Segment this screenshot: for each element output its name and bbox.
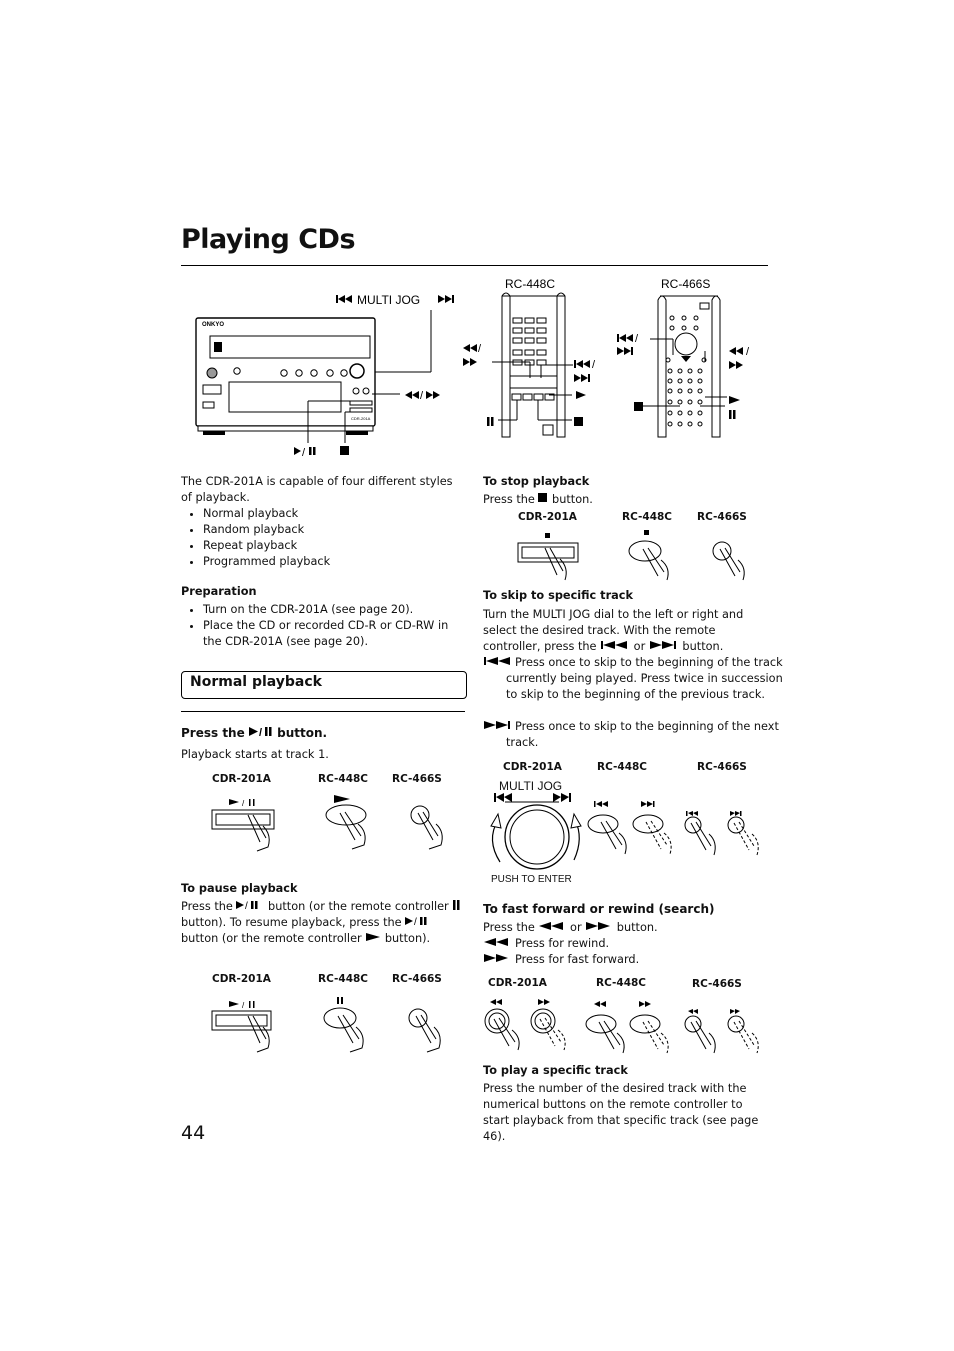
pause-text-part: button (or the remote controller xyxy=(181,932,366,945)
label-rc466s: RC-466S xyxy=(392,773,442,785)
list-item: • Normal playback xyxy=(203,506,466,522)
search-rew-text: Press for rewind. xyxy=(515,937,610,950)
label-rc448c: RC-448C xyxy=(597,761,648,773)
label-rc448c: RC-448C xyxy=(318,773,369,785)
fast-forward-icon xyxy=(585,921,613,931)
specific-text: Press the number of the desired track with the numerical buttons on the remote controller to start playback from that specific track (see page 46). xyxy=(483,1082,759,1143)
unit-brand: ONKYO xyxy=(202,322,225,328)
fig-448-stop-glyph xyxy=(574,417,583,426)
svg-text:/: / xyxy=(258,727,262,737)
skip-illustration xyxy=(480,790,770,872)
list-item: • Repeat playback xyxy=(203,538,466,554)
skip-next-text: Press once to skip to the beginning of the next track. xyxy=(506,720,779,749)
svg-text:/: / xyxy=(420,390,424,402)
device-figure xyxy=(181,270,781,470)
stop-heading: To stop playback xyxy=(483,475,590,488)
fig-unit-play-glyph xyxy=(294,447,316,459)
skip-forward-icon xyxy=(483,720,515,730)
label-rc466s: RC-466S xyxy=(697,511,747,523)
fig-multijog-label xyxy=(336,293,454,307)
label-rc466s: RC-466S xyxy=(697,761,747,773)
label-rc448c: RC-448C xyxy=(596,977,647,989)
fig-rc448c-label: RC-448C xyxy=(505,277,556,291)
svg-text:/: / xyxy=(302,447,306,459)
play-pause-icon xyxy=(249,726,273,737)
list-item: • Turn on the CDR-201A (see page 20). xyxy=(203,602,466,618)
fig-rc466s-label: RC-466S xyxy=(661,277,711,291)
title-rule xyxy=(181,265,768,266)
label-rc466s: RC-466S xyxy=(392,973,442,985)
list-item: • Random playback xyxy=(203,522,466,538)
skip-text-part: or xyxy=(630,640,649,653)
play-pause-icon xyxy=(405,916,433,926)
svg-text:/: / xyxy=(746,346,750,358)
step-text: button. xyxy=(272,726,328,740)
svg-text:/: / xyxy=(592,359,596,371)
fig-unit-stop-glyph xyxy=(340,446,349,455)
search-text-part: or xyxy=(566,921,586,934)
skip-heading: To skip to specific track xyxy=(483,589,633,602)
stop-text-part: button. xyxy=(548,493,593,506)
fig-466-skip-glyph xyxy=(617,333,639,355)
skip-text-part: button. xyxy=(678,640,724,653)
cd-recorder-unit xyxy=(196,318,375,435)
label-cdr201a: CDR-201A xyxy=(212,973,271,985)
rewind-icon xyxy=(538,921,566,931)
unit-model: CDR-201A xyxy=(351,416,371,421)
fig-466-play-glyph xyxy=(729,396,740,404)
preparation-heading: Preparation xyxy=(181,585,257,598)
skip-forward-icon xyxy=(649,640,679,650)
label-cdr201a: CDR-201A xyxy=(518,511,577,523)
specific-heading: To play a specific track xyxy=(483,1064,628,1077)
svg-text:/: / xyxy=(242,799,245,808)
skip-prev-text: Press once to skip to the beginning of the track currently being played. Press twice in succession to skip to the beginning of the previous track. xyxy=(506,656,783,701)
stop-text xyxy=(483,492,593,508)
svg-text:/: / xyxy=(245,901,249,910)
search-ff-text: Press for fast forward. xyxy=(515,953,640,966)
normal-step-sub: Playback starts at track 1. xyxy=(181,748,329,761)
fig-448-skip-glyph xyxy=(574,359,596,382)
skip-text xyxy=(483,607,770,655)
fig-448-pause-glyph xyxy=(487,417,494,426)
search-text xyxy=(483,920,658,936)
search-text-part: button. xyxy=(613,921,658,934)
rc466s-remote xyxy=(658,296,720,437)
skip-prev-desc xyxy=(483,655,793,703)
stop-illustration xyxy=(510,528,770,583)
fig-466-stop-glyph xyxy=(634,402,643,411)
svg-text:/: / xyxy=(242,1001,245,1010)
pause-icon xyxy=(452,900,462,910)
normal-step xyxy=(181,725,327,741)
normal-play-illustration xyxy=(205,790,455,860)
rewind-icon xyxy=(483,937,515,947)
skip-back-icon xyxy=(600,640,630,650)
pause-text-part: button). To resume playback, press the xyxy=(181,916,406,929)
preparation-list xyxy=(181,602,466,650)
pause-text-part: button (or the remote controller xyxy=(264,900,453,913)
multi-jog-label: MULTI JOG xyxy=(499,779,563,793)
stop-icon xyxy=(538,493,548,503)
search-ff-desc xyxy=(483,952,639,968)
search-illustration xyxy=(480,995,770,1055)
search-heading: To fast forward or rewind (search) xyxy=(483,902,715,916)
skip-text-part: Turn the MULTI JOG dial to the left or right and select the desired track. With the remote controller, press the xyxy=(483,608,744,653)
svg-text:/: / xyxy=(414,917,418,926)
label-rc466s: RC-466S xyxy=(692,978,742,990)
play-icon xyxy=(365,932,381,942)
intro-text: The CDR-201A is capable of four different styles of playback. xyxy=(181,475,453,504)
list-item: • Programmed playback xyxy=(203,554,466,570)
skip-back-icon xyxy=(483,656,515,666)
label-rc448c: RC-448C xyxy=(622,511,673,523)
fig-466-pause-glyph xyxy=(729,410,736,419)
fig-multijog-text: MULTI JOG xyxy=(357,293,421,307)
section-rule xyxy=(181,711,465,712)
play-pause-icon xyxy=(236,900,264,910)
pause-text-part: button). xyxy=(381,932,431,945)
page-title: Playing CDs xyxy=(181,224,356,255)
push-to-enter-label: PUSH TO ENTER xyxy=(491,874,572,885)
fig-448-search-glyph xyxy=(463,343,482,366)
list-item: • Place the CD or recorded CD-R or CD-RW in the CDR-201A (see page 20). xyxy=(203,618,466,650)
search-text-part: Press the xyxy=(483,921,539,934)
fig-448-play-glyph xyxy=(576,391,586,399)
pause-text xyxy=(181,899,471,947)
fig-466-search-glyph xyxy=(729,346,750,369)
pause-illustration xyxy=(205,993,455,1058)
label-rc448c: RC-448C xyxy=(318,973,369,985)
playback-styles-list xyxy=(181,506,466,570)
label-cdr201a: CDR-201A xyxy=(488,977,547,989)
label-cdr201a: CDR-201A xyxy=(503,761,562,773)
fast-forward-icon xyxy=(483,953,515,963)
pause-text-part: Press the xyxy=(181,900,237,913)
normal-playback-heading: Normal playback xyxy=(190,674,322,690)
svg-text:/: / xyxy=(478,343,482,355)
pause-heading: To pause playback xyxy=(181,882,298,895)
svg-text:/: / xyxy=(635,333,639,345)
page-number: 44 xyxy=(181,1122,206,1144)
step-text: Press the xyxy=(181,726,249,740)
stop-text-part: Press the xyxy=(483,493,539,506)
skip-next-desc xyxy=(483,719,793,751)
label-cdr201a: CDR-201A xyxy=(212,773,271,785)
search-rew-desc xyxy=(483,936,609,952)
fig-unit-search-glyph xyxy=(405,390,440,402)
